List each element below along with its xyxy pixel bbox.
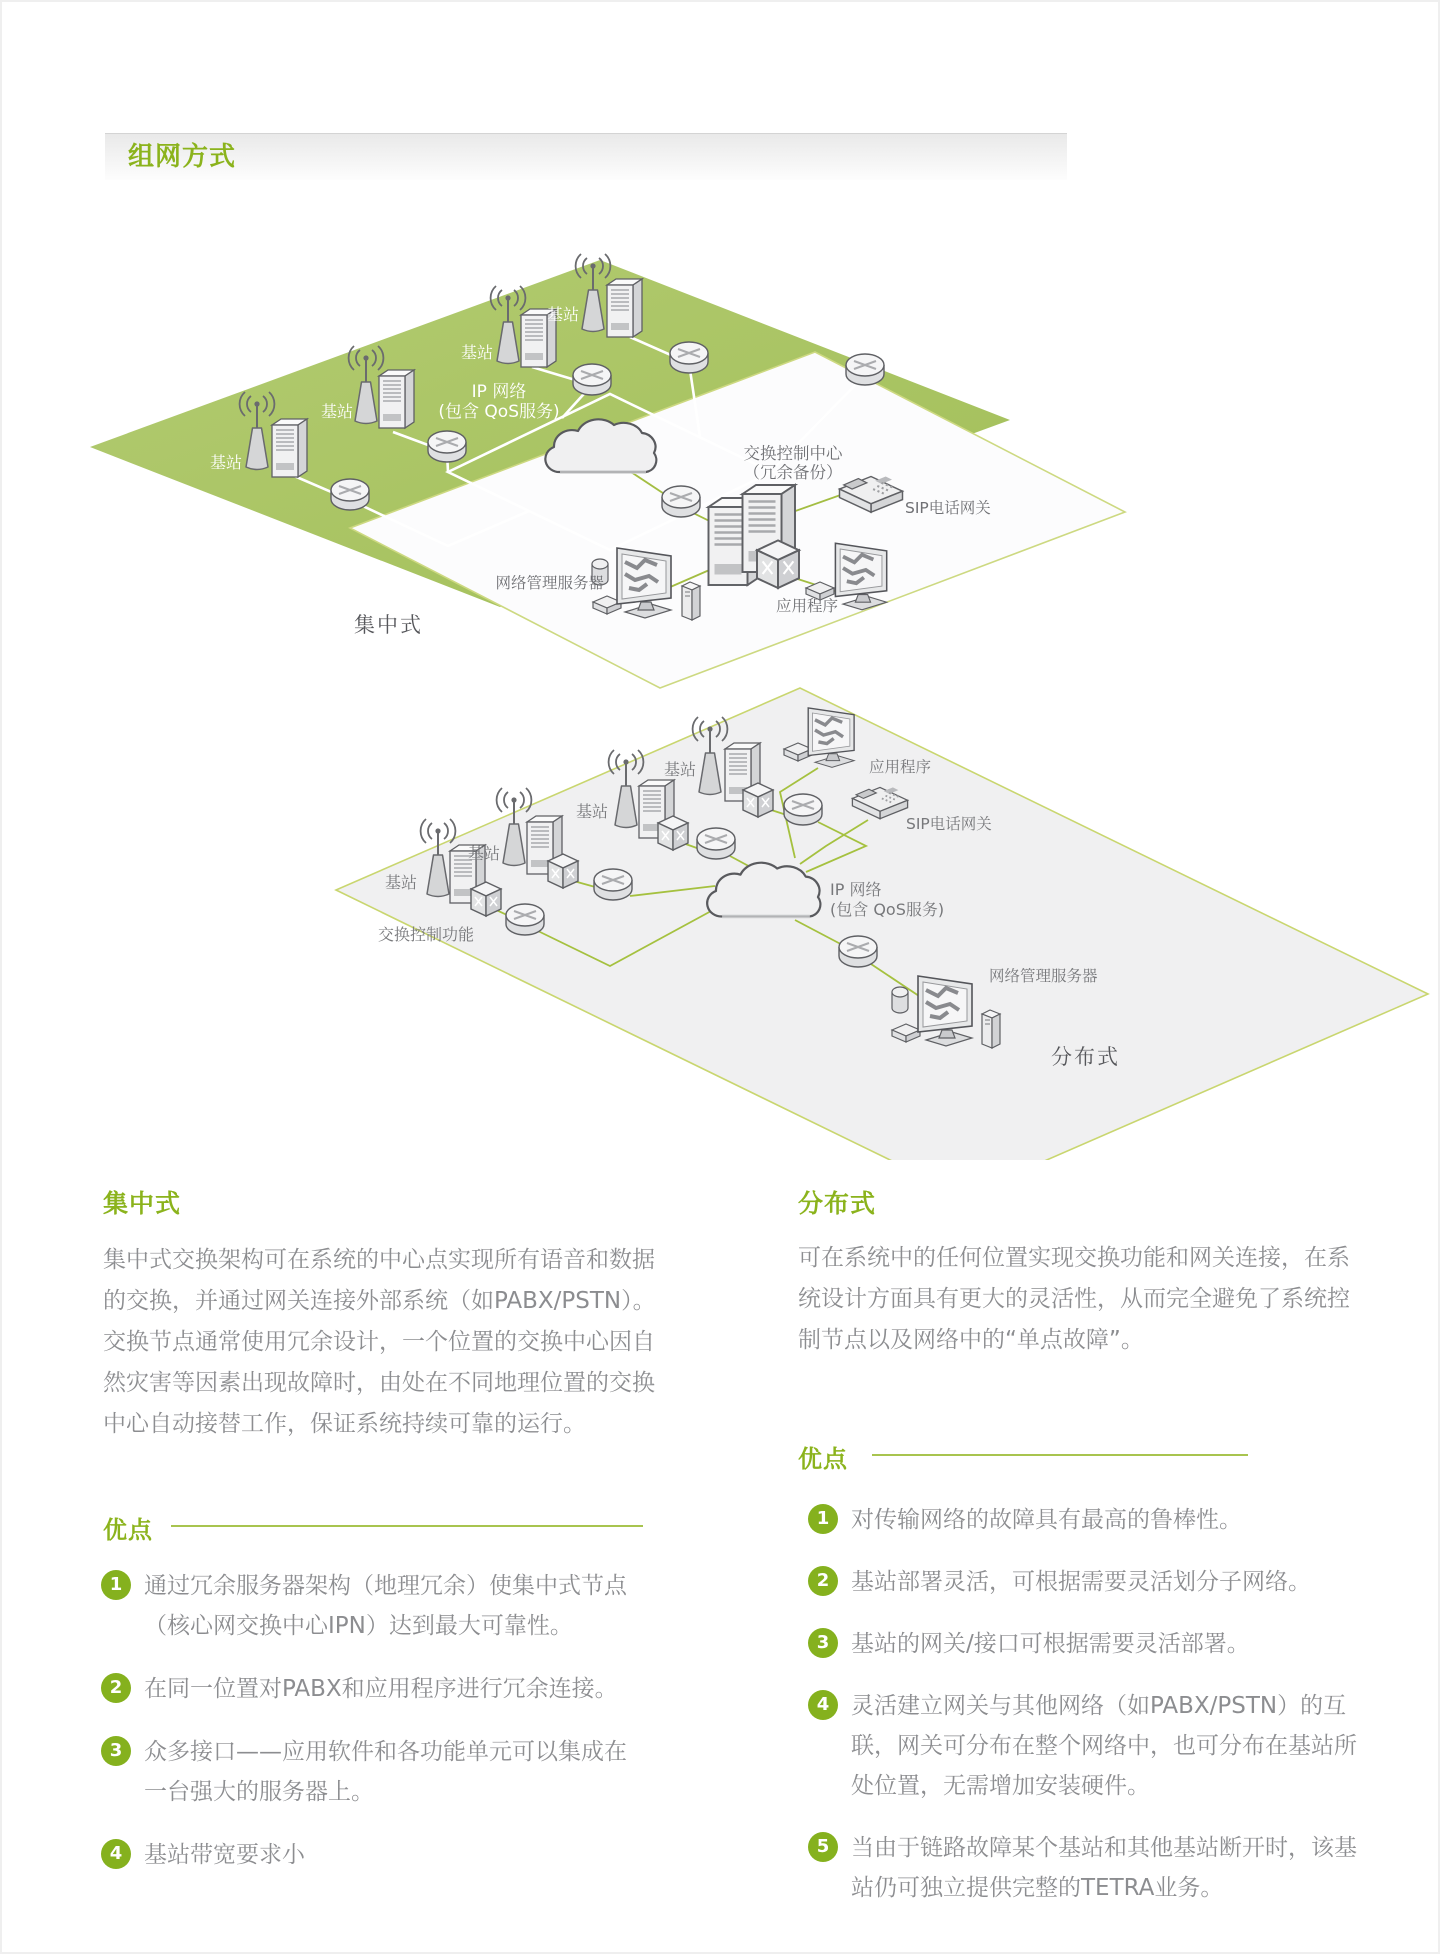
base-station-label: 基站 xyxy=(467,844,500,863)
list-item xyxy=(101,1835,644,1875)
number-badge: 3 xyxy=(808,1628,838,1658)
diagram-centralized xyxy=(90,254,1125,688)
switch-cube-icon xyxy=(743,783,773,817)
base-station-label: 基站 xyxy=(209,453,242,472)
application-label: 应用程序 xyxy=(775,597,839,615)
router-icon xyxy=(839,936,877,967)
router-icon xyxy=(594,869,632,900)
number-badge: 2 xyxy=(101,1673,131,1703)
sip-gateway-label: SIP电话网关 xyxy=(906,815,992,833)
router-icon xyxy=(428,431,466,462)
number-badge: 4 xyxy=(808,1690,838,1720)
list-item xyxy=(808,1500,1371,1540)
base-station-rack-icon xyxy=(272,419,307,477)
number-badge: 4 xyxy=(101,1839,131,1869)
switch-cube-icon xyxy=(658,816,688,850)
disk-icon xyxy=(892,987,908,1013)
number-badge: 1 xyxy=(101,1570,131,1600)
application-label: 应用程序 xyxy=(869,758,932,776)
sip-gateway-label: SIP电话网关 xyxy=(905,499,991,517)
diagram2-title: 分布式 xyxy=(1051,1045,1120,1069)
number-badge: 3 xyxy=(101,1736,131,1766)
list-item-text: 基站部署灵活，可根据需要灵活划分子网络。 xyxy=(851,1569,1311,1595)
base-station-rack-icon xyxy=(379,370,414,428)
nms-label: 网络管理服务器 xyxy=(989,967,1098,985)
advantages-right-list xyxy=(808,1500,1371,1930)
ip-network-qos-label: (包含 QoS服务) xyxy=(830,900,945,919)
list-item-text: 基站的网关/接口可根据需要灵活部署。 xyxy=(851,1631,1250,1657)
centralized-paragraph: 集中式交换架构可在系统的中心点实现所有语音和数据的交换，并通过网关连接外部系统（如PABX/PSTN）。交换节点通常使用冗余设计，一个位置的交换中心因自然灾害等因素出现故障时，由处在不同地理位置的交换中心自动接替工作，保证系统持续可靠的运行。 xyxy=(103,1247,656,1437)
list-item xyxy=(101,1566,644,1646)
base-station-rack-icon xyxy=(607,279,642,337)
list-item xyxy=(808,1624,1371,1664)
router-icon xyxy=(573,364,611,395)
router-icon xyxy=(506,904,544,935)
list-item-text: 基站带宽要求小 xyxy=(144,1842,305,1868)
diagram-distributed xyxy=(336,688,1428,1160)
advantages-right-heading: 优点 xyxy=(798,1445,848,1473)
distributed-paragraph: 可在系统中的任何位置实现交换功能和网关连接，在系统设计方面具有更大的灵活性，从而完全避免了系统控制节点以及网络中的“单点故障”。 xyxy=(798,1245,1350,1353)
number-badge: 2 xyxy=(808,1566,838,1596)
diagram1-title: 集中式 xyxy=(354,613,423,637)
router-icon xyxy=(331,479,369,510)
list-item-text: 灵活建立网关与其他网络（如PABX/PSTN）的互联，网关可分布在整个网络中，也可分布在基站所处位置，无需增加安装硬件。 xyxy=(851,1693,1357,1799)
page-title: 组网方式 xyxy=(128,142,237,172)
list-item xyxy=(808,1686,1371,1806)
base-station-label: 基站 xyxy=(460,343,493,362)
switch-cube-icon xyxy=(471,882,501,916)
base-station-label: 基站 xyxy=(575,802,608,821)
list-item xyxy=(101,1669,644,1709)
list-item-text: 在同一位置对PABX和应用程序进行冗余连接。 xyxy=(144,1676,618,1702)
list-item-text: 众多接口——应用软件和各功能单元可以集成在一台强大的服务器上。 xyxy=(144,1739,627,1805)
pc-tower-icon xyxy=(982,1010,1000,1048)
number-badge: 5 xyxy=(808,1832,838,1862)
switch-function-label: 交换控制功能 xyxy=(378,925,475,944)
ip-network-label: IP 网络 xyxy=(471,382,527,402)
list-item-text: 通过冗余服务器架构（地理冗余）使集中式节点（核心网交换中心IPN）达到最大可靠性。 xyxy=(144,1573,627,1639)
advantages-left-list xyxy=(101,1566,644,1898)
distributed-heading: 分布式 xyxy=(798,1189,877,1218)
redundancy-label: （冗余备份） xyxy=(743,463,843,482)
switch-cube-icon xyxy=(757,540,799,588)
router-icon xyxy=(662,486,700,517)
router-icon xyxy=(846,354,884,385)
base-station-label: 基站 xyxy=(384,873,417,892)
ip-network-label: IP 网络 xyxy=(830,880,882,899)
list-item-text: 当由于链路故障某个基站和其他基站断开时，该基站仍可独立提供完整的TETRA业务。 xyxy=(851,1835,1357,1901)
ip-network-qos-label: (包含 QoS服务) xyxy=(438,402,560,422)
base-station-label: 基站 xyxy=(663,760,696,779)
switch-center-label: 交换控制中心 xyxy=(743,444,843,463)
centralized-heading: 集中式 xyxy=(103,1189,182,1218)
nms-label: 网络管理服务器 xyxy=(495,574,604,592)
switch-cube-icon xyxy=(548,854,578,888)
pc-tower-icon xyxy=(682,582,700,620)
base-station-label: 基站 xyxy=(320,402,353,421)
router-icon xyxy=(784,794,822,825)
advantages-left-heading: 优点 xyxy=(103,1516,153,1544)
list-item xyxy=(101,1732,644,1812)
list-item xyxy=(808,1562,1371,1602)
router-icon xyxy=(670,342,708,373)
base-station-label: 基站 xyxy=(546,305,579,324)
router-icon xyxy=(697,828,735,859)
divider-line xyxy=(171,1525,643,1527)
list-item xyxy=(808,1828,1371,1908)
list-item-text: 对传输网络的故障具有最高的鲁棒性。 xyxy=(851,1507,1242,1533)
number-badge: 1 xyxy=(808,1504,838,1534)
divider-line xyxy=(872,1454,1248,1456)
